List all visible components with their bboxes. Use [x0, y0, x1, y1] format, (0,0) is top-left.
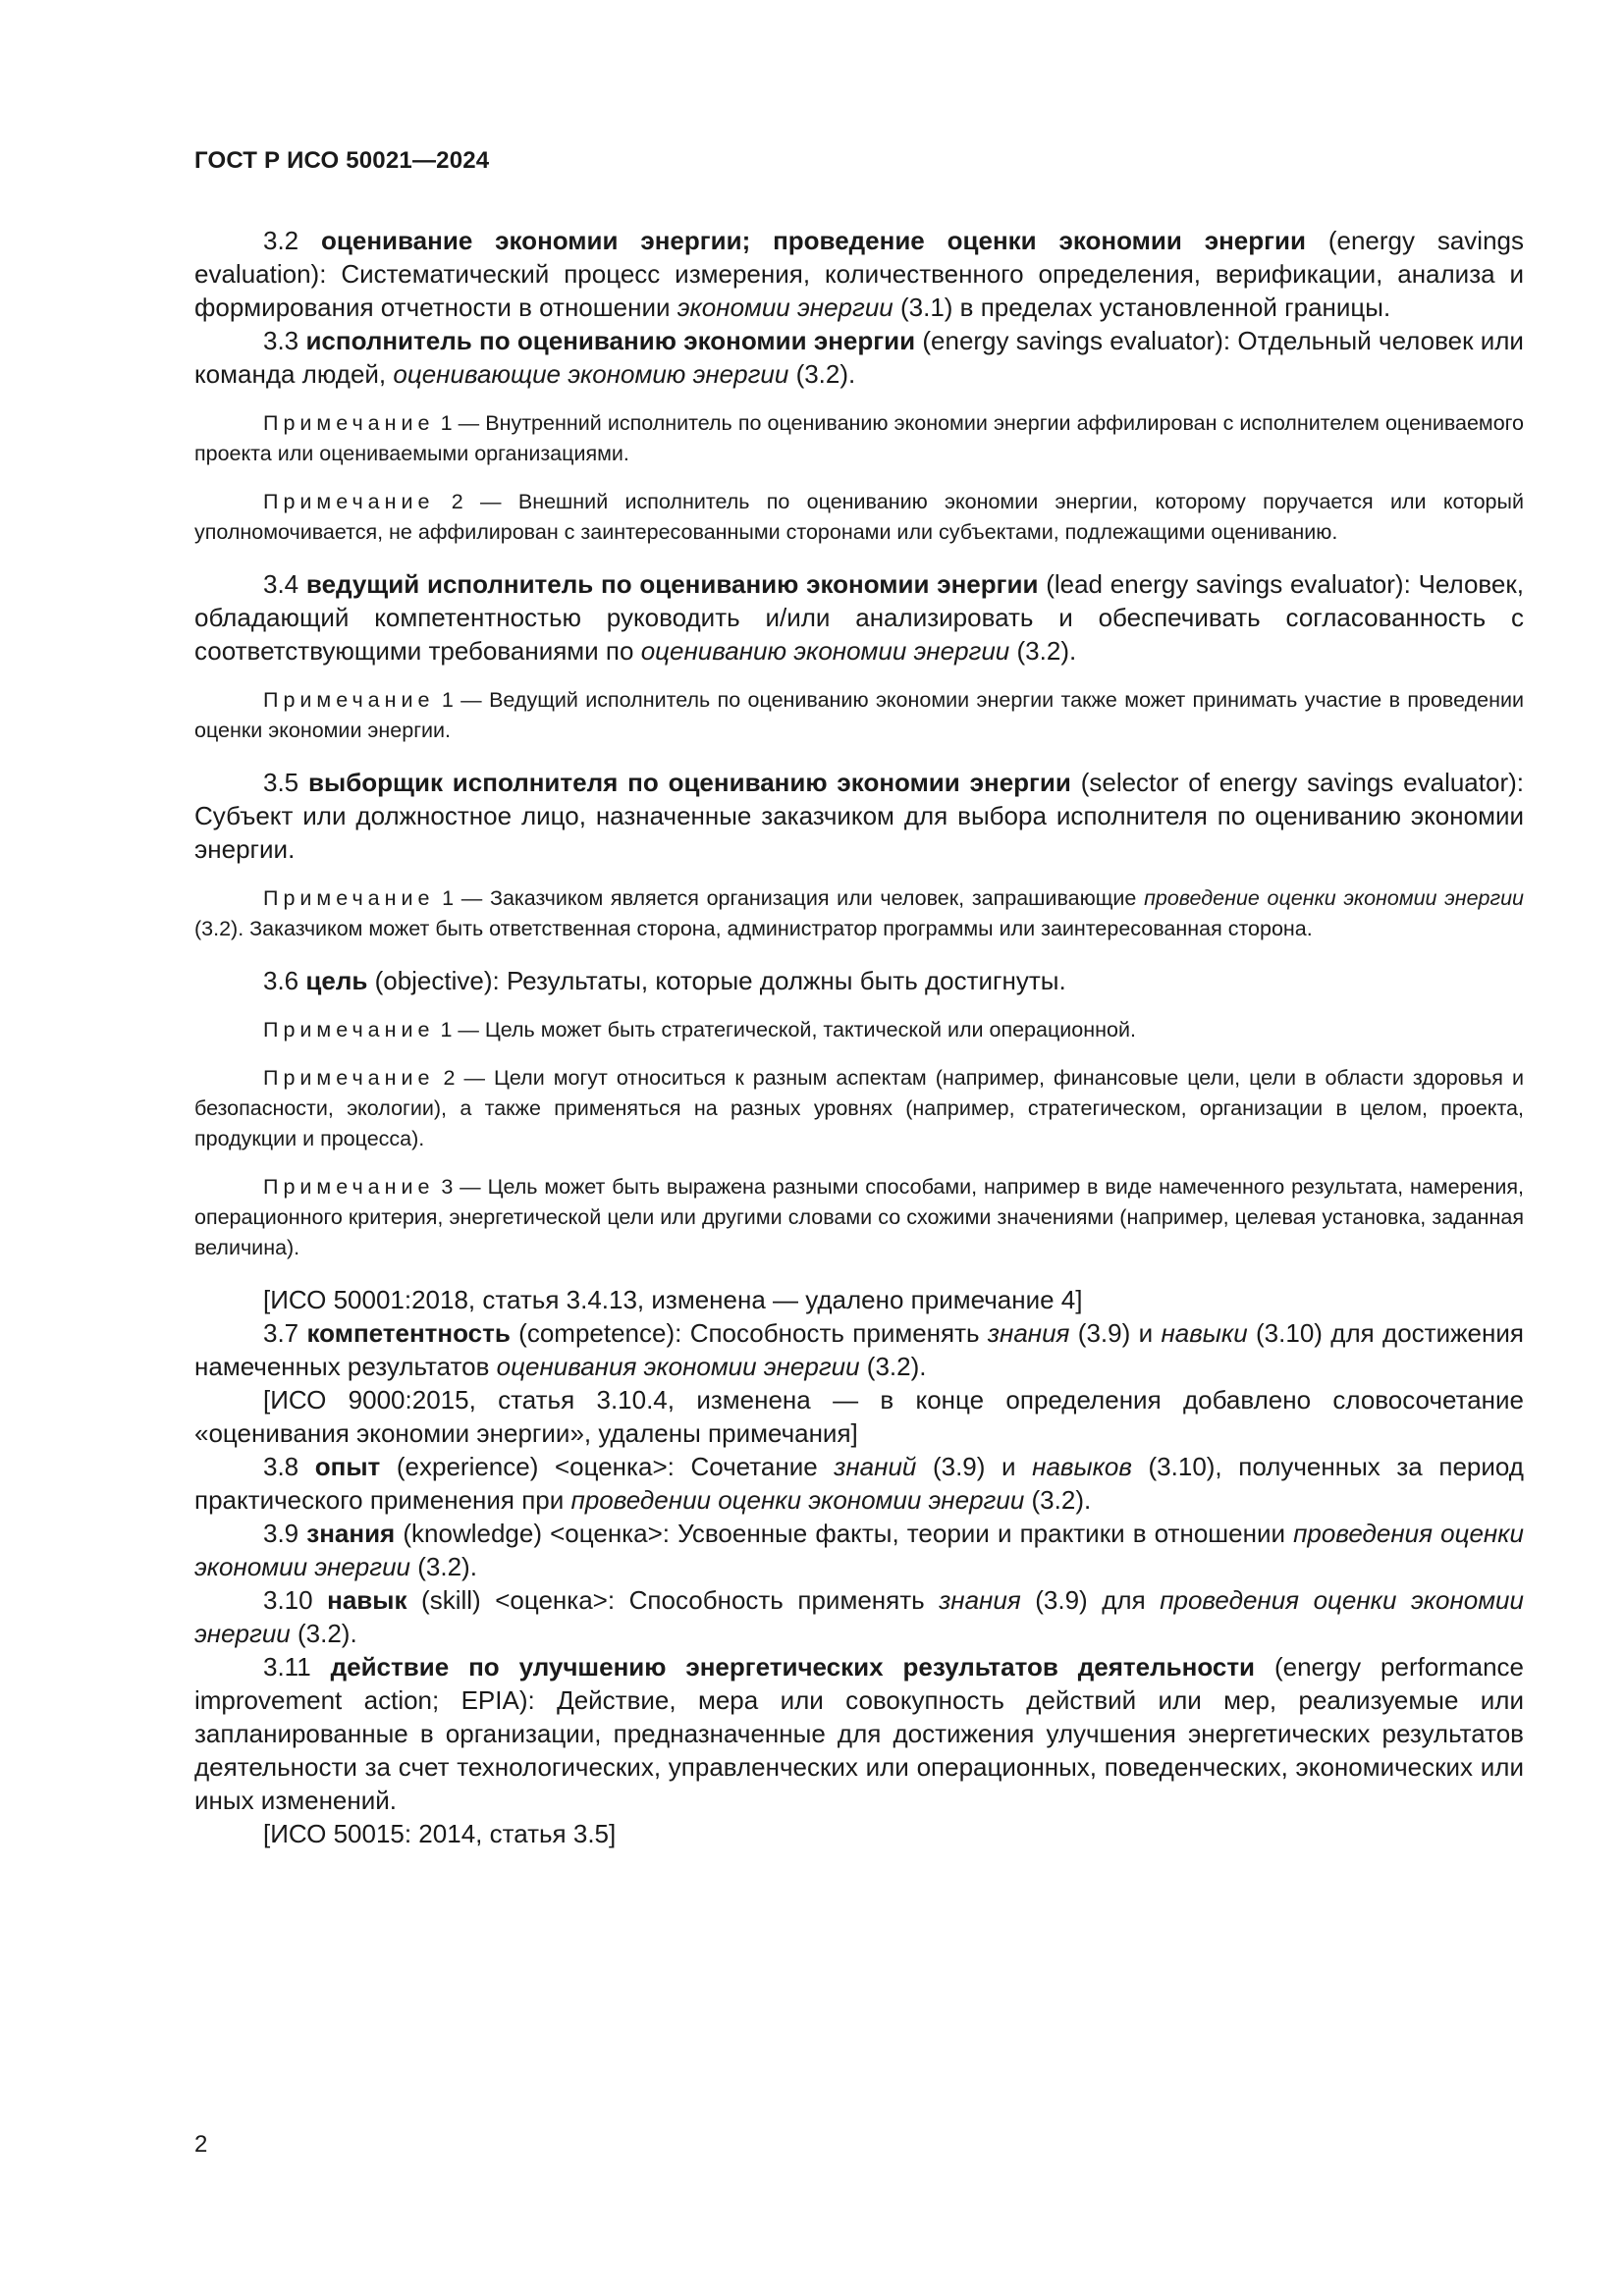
page-number: 2 [194, 2131, 208, 2158]
term-3-2 [194, 224, 1524, 324]
note-label: Примечание [263, 1018, 435, 1041]
term-reference: навыки [1161, 1318, 1248, 1348]
term-reference: проведении оценки экономии энергии [570, 1485, 1025, 1515]
term-definition: (3.10), полученных за период практического применения при [194, 1452, 1524, 1515]
term-number: 3.5 [263, 768, 299, 797]
note-text: Цель может быть выражена разными способами, например в виде намеченного результата, намерения, операционного критерия, энергетической цели или другими словами со схожими значениями (например, целевая установка, заданная величина). [194, 1175, 1524, 1259]
term-title: навык [327, 1585, 407, 1615]
term-reference: оценивания экономии энергии [496, 1352, 860, 1381]
note-text: Внешний исполнитель по оцениванию экономии энергии, которому поручается или который уполномочивается, не аффилирован с заинтересованными сторонами или субъектами, подлежащими оцениванию. [194, 490, 1524, 544]
term-reference: знания [939, 1585, 1021, 1615]
term-english: (experience) <оценка>: [396, 1452, 675, 1481]
note-label: Примечание [263, 1175, 435, 1199]
note-text: Заказчиком является организация или человек, запрашивающие [489, 886, 1137, 910]
term-3-5 [194, 766, 1524, 866]
term-definition-end: (3.2). [298, 1619, 357, 1648]
term-english: (energy savings evaluator): [922, 326, 1231, 355]
term-reference: проведения оценки экономии энергии [194, 1519, 1524, 1581]
note-number: 1 — [442, 886, 483, 910]
term-title: ведущий исполнитель по оцениванию экономии энергии [305, 569, 1039, 599]
term-definition: Систематический процесс измерения, количественного определения, верификации, анализа и формирования отчетности в отношении [194, 259, 1524, 322]
note-text: Цель может быть стратегической, тактической или операционной. [484, 1018, 1136, 1041]
term-definition: Способность применять [689, 1318, 980, 1348]
term-definition: Отдельный человек или команда людей, [194, 326, 1524, 389]
term-number: 3.8 [263, 1452, 299, 1481]
term-title: опыт [314, 1452, 381, 1481]
term-3-3 [194, 324, 1524, 391]
term-reference: экономии энергии [677, 293, 893, 322]
document-header: ГОСТ Р ИСО 50021—2024 [194, 147, 490, 174]
note-3-3-1 [194, 408, 1524, 469]
term-reference: оценивающие экономию энергии [393, 359, 789, 389]
term-definition: Субъект или должностное лицо, назначенные заказчиком для выбора исполнителя по оцениванию экономии энергии. [194, 801, 1524, 864]
term-english: (competence): [518, 1318, 682, 1348]
term-definition-end: (3.1) в пределах установленной границы. [899, 293, 1391, 322]
term-definition: (3.9) для [1035, 1585, 1146, 1615]
term-definition: Сочетание [690, 1452, 818, 1481]
term-definition: (3.9) и [1077, 1318, 1154, 1348]
term-definition: Результаты, которые должны быть достигнуты. [506, 966, 1066, 995]
term-number: 3.6 [263, 966, 299, 995]
term-number: 3.7 [263, 1318, 299, 1348]
term-english: (lead energy savings evaluator): [1046, 569, 1411, 599]
note-label: Примечание [263, 411, 435, 435]
term-definition-end: (3.2). [866, 1352, 927, 1381]
term-definition: (3.9) и [932, 1452, 1016, 1481]
term-definition: Способность применять [628, 1585, 925, 1615]
term-number: 3.4 [263, 569, 299, 599]
term-title: исполнитель по оцениванию экономии энергии [305, 326, 916, 355]
note-number: 2 — [443, 1066, 485, 1090]
document-body [194, 224, 1524, 1850]
term-title: оценивание экономии энергии; проведение оценки экономии энергии [321, 226, 1306, 255]
term-reference: оцениванию экономии энергии [640, 636, 1010, 666]
term-english: (objective): [374, 966, 500, 995]
term-title: знания [306, 1519, 396, 1548]
term-3-7 [194, 1316, 1524, 1383]
term-english: (energy performance improvement action; EPIA): [194, 1652, 1524, 1715]
note-text: Ведущий исполнитель по оцениванию экономии энергии также может принимать участие в проведении оценки экономии энергии. [194, 688, 1524, 742]
note-number: 2 — [451, 490, 502, 513]
term-number: 3.3 [263, 326, 299, 355]
term-number: 3.9 [263, 1519, 299, 1548]
term-definition-end: (3.2). [417, 1552, 477, 1581]
term-reference: проведения оценки экономии энергии [194, 1585, 1524, 1648]
term-3-8 [194, 1450, 1524, 1517]
term-reference: знаний [834, 1452, 917, 1481]
term-definition-end: (3.2). [1016, 636, 1077, 666]
term-definition: Действие, мера или совокупность действий или мер, реализуемые или запланированные в организации, предназначенные для достижения улучшения энергетических результатов деятельности за счет технологических, управленческих или операционных, поведенческих, экономических или иных изменений. [194, 1685, 1524, 1815]
term-definition: Усвоенные факты, теории и практики в отношении [677, 1519, 1285, 1548]
term-reference: знания [987, 1318, 1070, 1348]
term-english: (selector of energy savings evaluator): [1080, 768, 1524, 797]
source-3-6: [ИСО 50001:2018, статья 3.4.13, изменена — удалено примечание 4] [263, 1285, 1083, 1314]
term-english: (energy savings evaluation): [194, 226, 1525, 289]
term-3-6 [194, 964, 1524, 997]
note-label: Примечание [263, 886, 435, 910]
note-reference: проведение оценки экономии энергии [1144, 886, 1525, 910]
note-number: 1 — [441, 688, 482, 712]
term-reference: навыков [1032, 1452, 1132, 1481]
term-title: выборщик исполнителя по оцениванию экономии энергии [308, 768, 1071, 797]
source-3-7: [ИСО 9000:2015, статья 3.10.4, изменена — в конце определения добавлено словосочетание «оценивания экономии энергии», удалены примечания] [194, 1385, 1524, 1448]
note-3-5-1 [194, 883, 1524, 944]
term-definition: Человек, обладающий компетентностью руководить и/или анализировать и обеспечивать согласованность с соответствующими требованиями по [194, 569, 1524, 666]
term-english: (knowledge) <оценка>: [403, 1519, 670, 1548]
term-title: действие по улучшению энергетических результатов деятельности [330, 1652, 1256, 1682]
note-number: 1 — [440, 1018, 479, 1041]
term-english: (skill) <оценка>: [421, 1585, 616, 1615]
term-definition-end: (3.2). [795, 359, 856, 389]
source-3-11: [ИСО 50015: 2014, статья 3.5] [263, 1819, 617, 1848]
term-number: 3.10 [263, 1585, 313, 1615]
term-3-4 [194, 567, 1524, 667]
term-3-10 [194, 1583, 1524, 1650]
note-text-end: (3.2). Заказчиком может быть ответственная сторона, администратор программы или заинтересованная сторона. [194, 917, 1313, 940]
term-definition-end: (3.2). [1031, 1485, 1092, 1515]
note-text: Цели могут относиться к разным аспектам (например, финансовые цели, цели в области здоровья и безопасности, экологии), а также применяться на разных уровнях (например, стратегическом, организации в целом, проекта, продукции и процесса). [194, 1066, 1524, 1150]
note-3-6-1 [194, 1015, 1524, 1045]
note-label: Примечание [263, 490, 435, 513]
note-3-3-2 [194, 487, 1524, 548]
term-title: цель [305, 966, 368, 995]
note-number: 3 — [441, 1175, 481, 1199]
note-3-6-3 [194, 1172, 1524, 1263]
note-number: 1 — [440, 411, 480, 435]
term-number: 3.2 [263, 226, 299, 255]
note-label: Примечание [263, 1066, 435, 1090]
term-definition: (3.10) для достижения намеченных результатов [194, 1318, 1524, 1381]
term-number: 3.11 [263, 1652, 311, 1682]
term-3-9 [194, 1517, 1524, 1583]
term-title: компетентность [306, 1318, 511, 1348]
note-text: Внутренний исполнитель по оцениванию экономии энергии аффилирован с исполнителем оцениваемого проекта или оцениваемыми организациями. [194, 411, 1524, 465]
note-3-4-1 [194, 685, 1524, 746]
note-label: Примечание [263, 688, 435, 712]
note-3-6-2 [194, 1063, 1524, 1154]
term-3-11 [194, 1650, 1524, 1817]
